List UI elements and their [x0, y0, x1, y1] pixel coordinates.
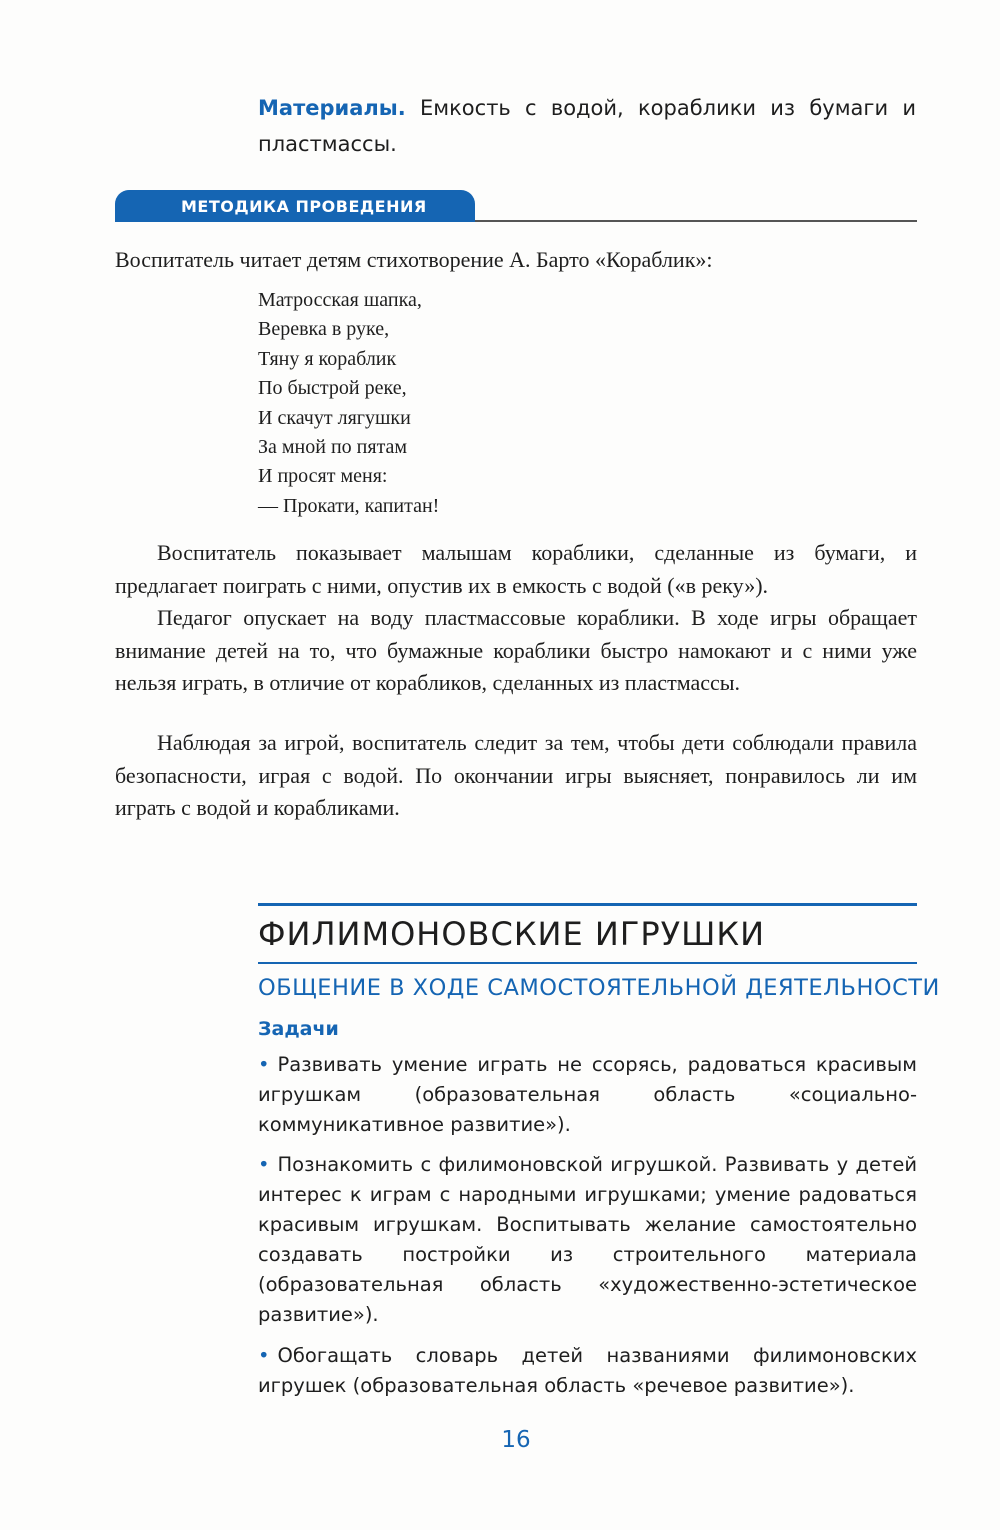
method-section-header: МЕТОДИКА ПРОВЕДЕНИЯ	[115, 190, 475, 222]
poem	[258, 286, 439, 521]
poem-line: Веревка в руке,	[258, 318, 390, 341]
task-text: Развивать умение играть не ссорясь, радоваться красивым игрушкам (образовательная область «социально-коммуникативное развитие»).	[258, 1053, 917, 1136]
paragraph-safety: Наблюдая за игрой, воспитатель следит за тем, чтобы дети соблюдали правила безопасности, играя с водой. По окончании игры выясняет, понравилось ли им играть с водой и корабликами.	[115, 730, 917, 820]
materials-line	[258, 90, 916, 162]
materials-text: Емкость с водой, кораблики из бумаги и пластмассы.	[258, 96, 916, 156]
intro-text: Воспитатель читает детям стихотворение А. Барто «Кораблик»:	[115, 247, 713, 272]
bullet-icon: •	[258, 1153, 270, 1176]
task-item	[258, 1341, 917, 1401]
poem-line: Тяну я кораблик	[258, 347, 397, 370]
poem-line: — Прокати, капитан!	[258, 494, 440, 517]
section-subtitle: ОБЩЕНИЕ В ХОДЕ САМОСТОЯТЕЛЬНОЙ ДЕЯТЕЛЬНОСТИ	[258, 975, 940, 1001]
section-title-rule	[258, 962, 917, 964]
paragraph-plastic-boats: Педагог опускает на воду пластмассовые кораблики. В ходе игры обращает внимание детей на то, что бумажные кораблики быстро намокают и с ними уже нельзя играть, в отличие от корабликов, сделанных из пластмассы.	[115, 605, 917, 695]
bullet-icon: •	[258, 1053, 270, 1076]
tasks-heading: Задачи	[258, 1018, 339, 1040]
poem-line: И скачут лягушки	[258, 406, 411, 429]
method-header-rule	[475, 220, 917, 222]
materials-label: Материалы.	[258, 96, 406, 120]
task-item	[258, 1050, 917, 1140]
paragraph-show-boats: Воспитатель показывает малышам кораблики, сделанные из бумаги, и предлагает поиграть с ними, опустив их в емкость с водой («в реку»).	[115, 540, 917, 598]
section-title: ФИЛИМОНОВСКИЕ ИГРУШКИ	[258, 915, 765, 953]
task-text: Обогащать словарь детей названиями филимоновских игрушек (образовательная область «речевое развитие»).	[258, 1344, 917, 1397]
bullet-icon: •	[258, 1344, 270, 1367]
poem-line: По быстрой реке,	[258, 377, 407, 400]
poem-line: И просят меня:	[258, 465, 388, 488]
poem-line: Матросская шапка,	[258, 289, 422, 311]
task-item	[258, 1150, 917, 1330]
poem-line: За мной по пятам	[258, 436, 408, 459]
task-text: Познакомить с филимоновской игрушкой. Развивать у детей интерес к играм с народными игрушками; умение радоваться красивым игрушкам. Воспитывать желание самостоятельно создавать постройки из строительного материала (образовательная область «художественно-эстетическое развитие»).	[258, 1153, 917, 1326]
page-number: 16	[501, 1427, 531, 1453]
section-top-rule	[258, 903, 917, 906]
